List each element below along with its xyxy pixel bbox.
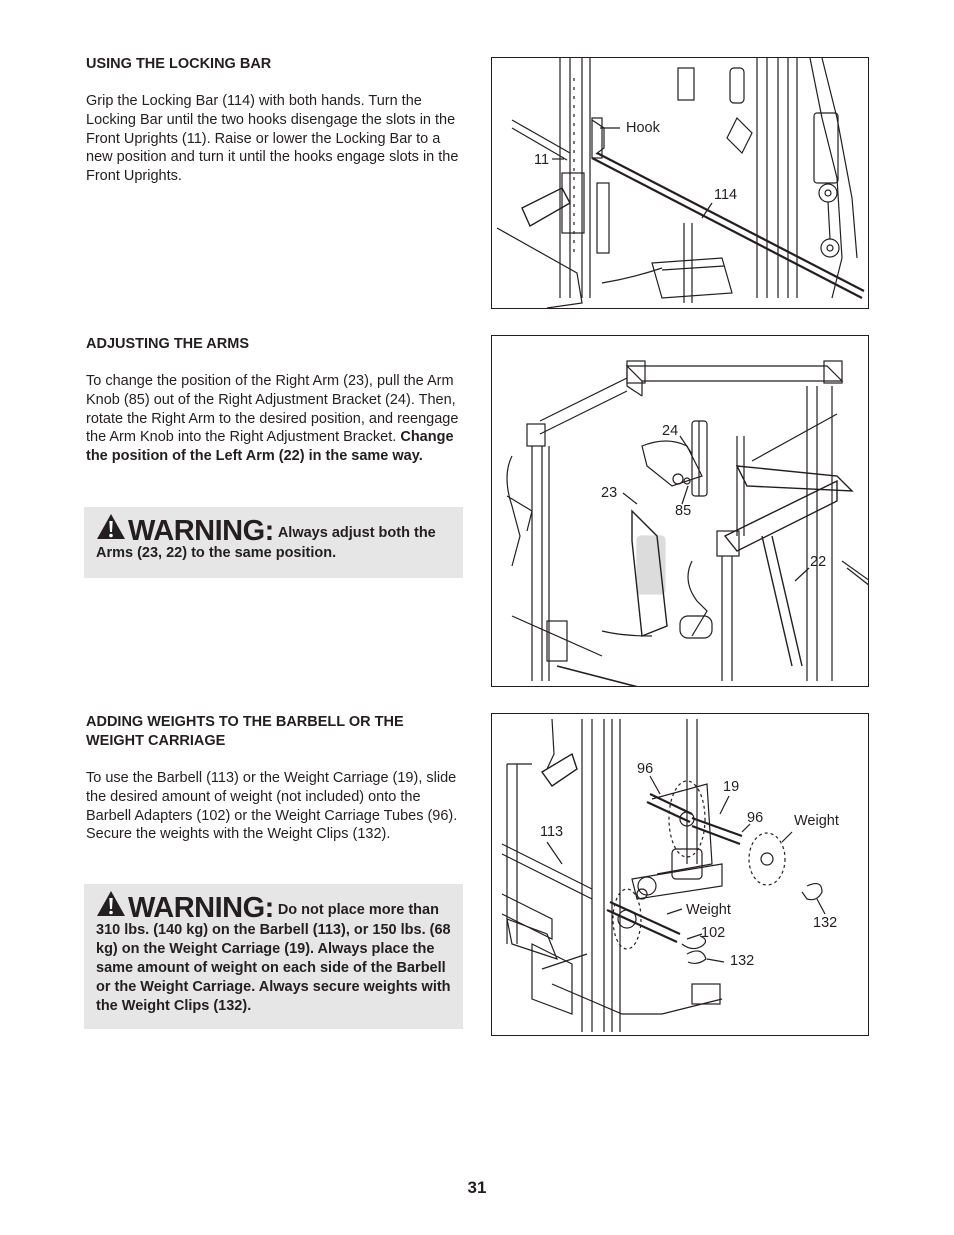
warning-text-arms: Always adjust both the Arms (23, 22) to the same position. bbox=[96, 525, 436, 561]
callout-113: 113 bbox=[540, 824, 564, 840]
adjusting-arms-text: To change the position of the Right Arm (23), pull the Arm Knob (85) out of the Right Adjustment Bracket (24). Then, rotate the Right Arm to the desired position, and reengage the Arm Knob into the Right Adjustment Bracket. bbox=[86, 373, 459, 446]
warning-box-arms bbox=[84, 507, 463, 578]
section-title-adjusting-arms: ADJUSTING THE ARMS bbox=[86, 336, 249, 352]
figure-adjusting-arms bbox=[491, 335, 869, 687]
figure-adding-weights bbox=[491, 713, 869, 1036]
warning-triangle-icon bbox=[96, 513, 126, 540]
warning-box-weights bbox=[84, 884, 463, 1029]
callout-19: 19 bbox=[723, 779, 740, 795]
callout-96: 96 bbox=[637, 761, 654, 777]
figure-locking-bar bbox=[491, 57, 869, 309]
warning-triangle-icon bbox=[96, 890, 126, 917]
page-number: 31 bbox=[467, 1178, 487, 1197]
section-title-locking-bar: USING THE LOCKING BAR bbox=[86, 56, 272, 72]
callout-96-second: 96 bbox=[747, 810, 764, 826]
callout-132: 132 bbox=[730, 953, 755, 969]
warning-label: WARNING: bbox=[128, 892, 274, 924]
callout-22: 22 bbox=[810, 554, 827, 570]
callout-114: 114 bbox=[714, 187, 738, 203]
callout-11: 11 bbox=[534, 152, 550, 168]
section-title-adding-weights: ADDING WEIGHTS TO THE BARBELL OR THE WEIGHT CARRIAGE bbox=[86, 714, 404, 749]
adjusting-arms-instructions bbox=[86, 372, 464, 466]
callout-85: 85 bbox=[675, 503, 692, 519]
callout-24: 24 bbox=[662, 423, 679, 439]
warning-text-weights: Do not place more than 310 lbs. (140 kg) on the Barbell (113), or 150 lbs. (68 kg) on the Weight Carriage (19). Always place the same amount of weight on each side of the Barbell or the Weight Carriage. Always secure weights with the Weight Clips (132). bbox=[96, 902, 451, 1014]
callout-weight: Weight bbox=[794, 813, 839, 829]
callout-weight-second: Weight bbox=[686, 902, 731, 918]
adjusting-arms-emphasis: Change the position of the Left Arm (22) in the same way. bbox=[86, 429, 454, 465]
callout-132-second: 132 bbox=[813, 915, 838, 931]
callout-23: 23 bbox=[601, 485, 618, 501]
locking-bar-illustration bbox=[492, 58, 869, 309]
warning-label: WARNING: bbox=[128, 515, 274, 547]
adding-weights-illustration bbox=[492, 714, 869, 1036]
callout-hook: Hook bbox=[626, 120, 660, 136]
locking-bar-instructions: Grip the Locking Bar (114) with both hands. Turn the Locking Bar until the two hooks disengage the slots in the Front Uprights (11). Raise or lower the Locking Bar to a new position and turn it until the hooks engage slots in the Front Uprights. bbox=[86, 93, 459, 185]
callout-102: 102 bbox=[701, 925, 726, 941]
adding-weights-instructions: To use the Barbell (113) or the Weight Carriage (19), slide the desired amount of weight (not included) onto the Barbell Adapters (102) or the Weight Carriage Tubes (96). Secure the weights with the Weight Clips (132). bbox=[86, 770, 458, 843]
